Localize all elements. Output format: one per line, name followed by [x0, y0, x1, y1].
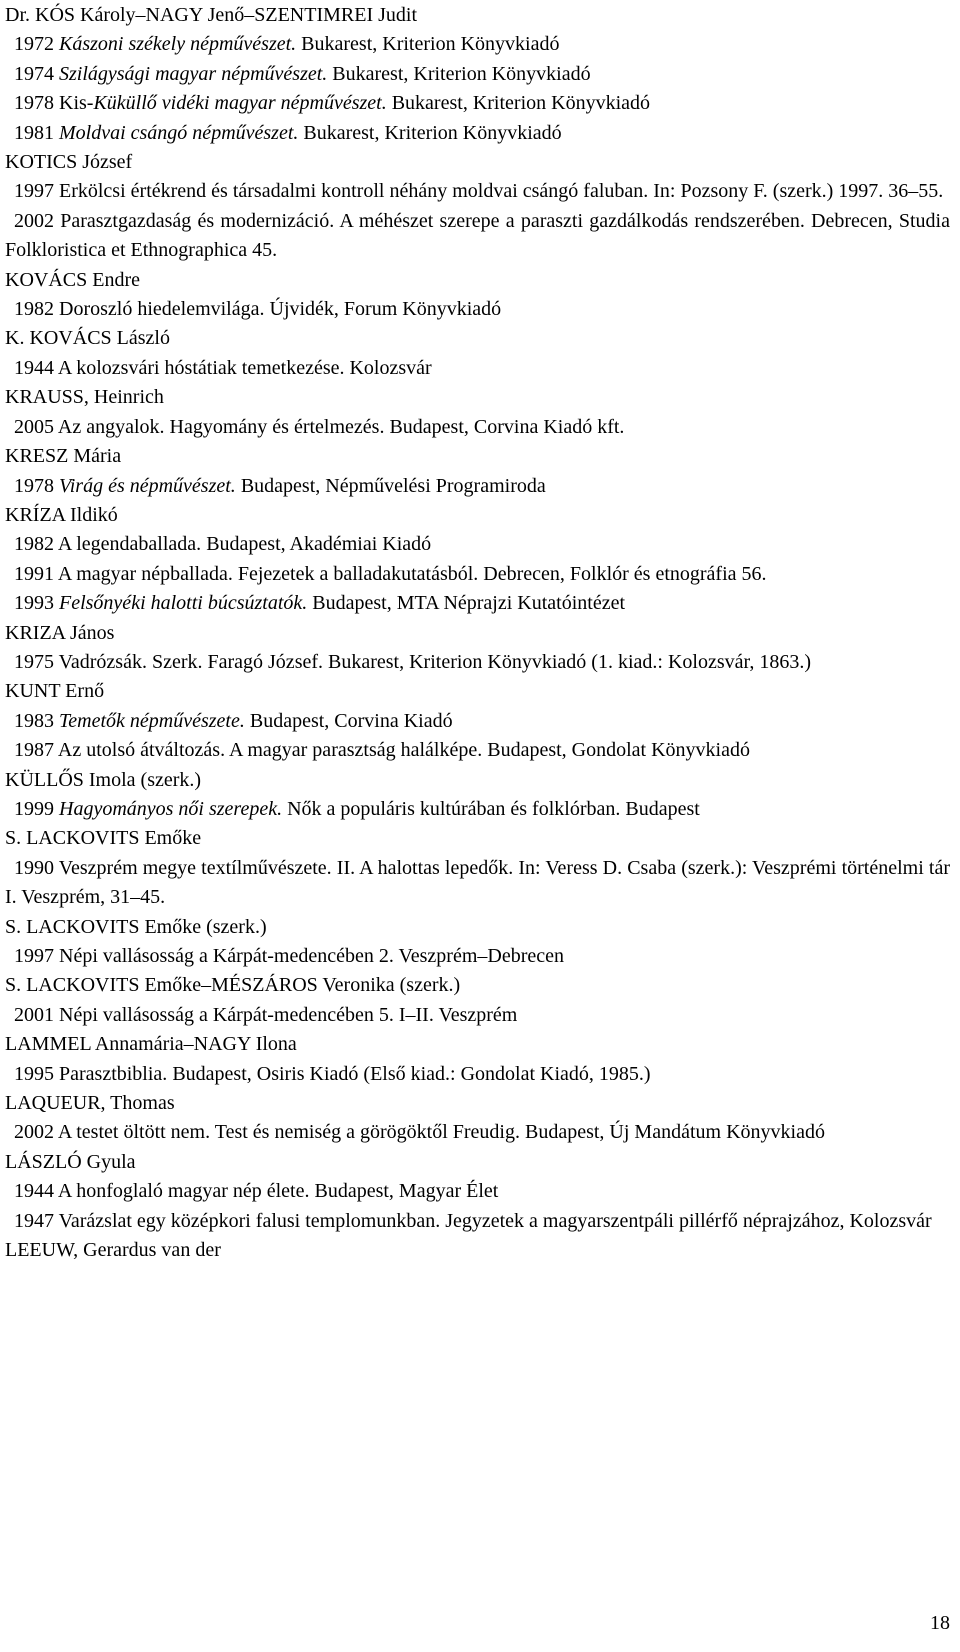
entry-publication: A magyar parasztság halálképe. Budapest, Gondolat Könyvkiadó	[229, 739, 750, 762]
entry-publication: In: Pozsony F. (szerk.) 1997. 36–55.	[653, 180, 944, 203]
entry-publication: Budapest, Corvina Kiadó	[249, 709, 453, 732]
author-heading: KÜLLŐS Imola (szerk.)	[5, 768, 202, 791]
entry-publication: Bukarest, Kriterion Könyvkiadó	[391, 92, 650, 115]
bibliography-list	[5, 1, 950, 1265]
entry-title: Virág és népművészet.	[59, 474, 236, 497]
entry-publication: Kolozsvár	[349, 356, 432, 379]
entry-year: 1990	[14, 856, 54, 879]
entry-title: Szilágysági magyar népművészet.	[59, 62, 328, 85]
entry-title: Hagyományos női szerepek.	[59, 797, 283, 820]
entry-publication: Veszprém–Debrecen	[398, 945, 564, 967]
entry-year: 1978	[14, 92, 54, 115]
bibliography-entry	[5, 1001, 950, 1030]
author-heading: LAMMEL Annamária–NAGY Ilona	[5, 1033, 297, 1056]
bibliography-entry	[5, 942, 950, 971]
entry-title: A magyar népballada.	[57, 562, 233, 585]
entry-publication: Szerk. Faragó József. Bukarest, Kriterion Könyvkiadó (1. kiad.: Kolozsvár, 1863.)	[151, 650, 811, 673]
entry-title: Erkölcsi értékrend és társadalmi kontroll néhány moldvai csángó faluban.	[59, 180, 649, 203]
entry-year: 1944	[14, 356, 54, 379]
author-heading: LÁSZLÓ Gyula	[5, 1150, 136, 1173]
entry-title: A honfoglaló magyar nép élete.	[57, 1180, 310, 1203]
author-heading: KRÍZA Ildikó	[5, 503, 118, 526]
entry-year: 2002	[14, 209, 54, 232]
entry-publication: Budapest, MTA Néprajzi Kutatóintézet	[312, 592, 626, 615]
bibliography-entry	[5, 177, 950, 206]
entry-year: 1982	[14, 298, 54, 321]
bibliography-entry	[5, 295, 950, 324]
page-number: 18	[930, 1612, 950, 1634]
entry-title: Parasztbiblia.	[59, 1062, 168, 1085]
entry-title: A legendaballada.	[57, 533, 202, 556]
author-heading: LAQUEUR, Thomas	[5, 1092, 175, 1115]
entry-publication: Bukarest, Kriterion Könyvkiadó	[303, 121, 562, 144]
entry-year: 1974	[14, 62, 54, 85]
bibliography-entry	[5, 1207, 950, 1236]
bibliography-entry	[5, 413, 950, 442]
bibliography-entry	[5, 854, 950, 913]
entry-title: Felsőnyéki halotti búcsúztatók.	[59, 592, 308, 615]
entry-year: 1944	[14, 1180, 54, 1203]
entry-title: Doroszló hiedelemvilága.	[59, 298, 265, 321]
entry-publication: A halottas lepedők. In: Veress D. Csaba (szerk.): Veszprémi történelmi tár I. Veszprém, 31–45.	[5, 856, 950, 909]
entry-year: 2001	[14, 1003, 54, 1026]
entry-publication: Budapest, Népművelési Programiroda	[240, 474, 546, 497]
bibliography-entry	[5, 530, 950, 559]
author-heading: S. LACKOVITS Emőke	[5, 827, 202, 850]
bibliography-entry	[5, 795, 950, 824]
author-heading: LEEUW, Gerardus van der	[5, 1239, 221, 1262]
entry-publication: Veszprém	[438, 1003, 518, 1026]
entry-publication: Budapest, Akadémiai Kiadó	[206, 533, 432, 556]
bibliography-entry	[5, 707, 950, 736]
entry-publication: Fejezetek a balladakutatásból. Debrecen, Folklór és etnográfia 56.	[237, 562, 767, 585]
entry-title: Népi vallásosság a Kárpát-medencében 5. I–II.	[59, 1003, 434, 1026]
author-heading: Dr. KÓS Károly–NAGY Jenő–SZENTIMREI Judit	[5, 4, 418, 26]
bibliography-entry	[5, 589, 950, 618]
entry-year: 1981	[14, 121, 54, 144]
bibliography-entry	[5, 207, 950, 266]
author-heading: S. LACKOVITS Emőke–MÉSZÁROS Veronika (szerk.)	[5, 974, 461, 997]
bibliography-entry	[5, 60, 950, 89]
author-heading: KUNT Ernő	[5, 680, 105, 703]
entry-publication: Bukarest, Kriterion Könyvkiadó	[332, 62, 591, 85]
entry-publication: Bukarest, Kriterion Könyvkiadó	[301, 33, 560, 56]
entry-title: Varázslat egy középkori falusi templomunkban.	[58, 1209, 441, 1232]
bibliography-entry	[5, 1177, 950, 1206]
entry-year: 2005	[14, 415, 54, 438]
entry-title: Parasztgazdaság és modernizáció.	[60, 209, 335, 232]
entry-publication: Hagyomány és értelmezés. Budapest, Corvina Kiadó kft.	[169, 415, 625, 438]
entry-title: Az angyalok.	[57, 415, 165, 438]
entry-year: 1978	[14, 474, 54, 497]
entry-year: 2002	[14, 1121, 54, 1144]
entry-year: 1982	[14, 533, 54, 556]
bibliography-entry	[5, 119, 950, 148]
entry-title: Vadrózsák.	[58, 650, 147, 673]
bibliography-entry	[5, 1060, 950, 1089]
entry-title-prefix: Kis-	[59, 92, 94, 115]
bibliography-entry	[5, 30, 950, 59]
bibliography-entry	[5, 472, 950, 501]
entry-publication: Nők a populáris kultúrában és folklórban. Budapest	[287, 797, 700, 820]
entry-year: 1972	[14, 33, 54, 56]
entry-publication: A méhészet szerepe a paraszti gazdálkodás rendszerében. Debrecen, Studia Folkloristica et Ethnographica 45.	[5, 209, 950, 262]
entry-publication: Újvidék, Forum Könyvkiadó	[269, 298, 502, 321]
bibliography-entry	[5, 354, 950, 383]
entry-year: 1975	[14, 650, 54, 673]
entry-publication: Budapest, Magyar Élet	[314, 1180, 499, 1203]
author-heading: KOVÁCS Endre	[5, 268, 140, 291]
entry-publication: Jegyzetek a magyarszentpáli pillérfő néprajzához, Kolozsvár	[445, 1209, 932, 1232]
bibliography-entry	[5, 736, 950, 765]
bibliography-entry	[5, 1118, 950, 1147]
entry-title: A testet öltött nem.	[57, 1121, 211, 1144]
entry-year: 1997	[14, 945, 54, 967]
entry-year: 1947	[14, 1209, 54, 1232]
entry-title: A kolozsvári hóstátiak temetkezése.	[57, 356, 345, 379]
bibliography-entry	[5, 560, 950, 589]
bibliography-entry	[5, 648, 950, 677]
entry-year: 1993	[14, 592, 54, 615]
entry-title: Veszprém megye textílművészete. II.	[58, 856, 356, 879]
entry-publication: Test és nemiség a görögöktől Freudig. Budapest, Új Mandátum Könyvkiadó	[214, 1121, 825, 1144]
entry-year: 1997	[14, 180, 54, 203]
author-heading: KOTICS József	[5, 151, 133, 174]
author-heading: KRIZA János	[5, 621, 115, 644]
entry-year: 1991	[14, 562, 54, 585]
author-heading: S. LACKOVITS Emőke (szerk.)	[5, 915, 267, 938]
author-heading: KRESZ Mária	[5, 445, 122, 468]
entry-title: Moldvai csángó népművészet.	[59, 121, 299, 144]
bibliography-entry	[5, 89, 950, 118]
entry-title: Küküllő vidéki magyar népművészet.	[93, 92, 387, 115]
entry-title: Temetők népművészete.	[59, 709, 245, 732]
entry-publication: Budapest, Osiris Kiadó (Első kiad.: Gondolat Kiadó, 1985.)	[172, 1062, 651, 1085]
entry-title: Kászoni székely népművészet.	[59, 33, 297, 56]
author-heading: K. KOVÁCS László	[5, 327, 170, 350]
entry-year: 1995	[14, 1062, 54, 1085]
entry-year: 1983	[14, 709, 54, 732]
entry-year: 1987	[14, 739, 54, 762]
entry-title: Népi vallásosság a Kárpát-medencében 2.	[59, 945, 394, 967]
entry-year: 1999	[14, 797, 54, 820]
entry-title: Az utolsó átváltozás.	[57, 739, 226, 762]
author-heading: KRAUSS, Heinrich	[5, 386, 164, 409]
